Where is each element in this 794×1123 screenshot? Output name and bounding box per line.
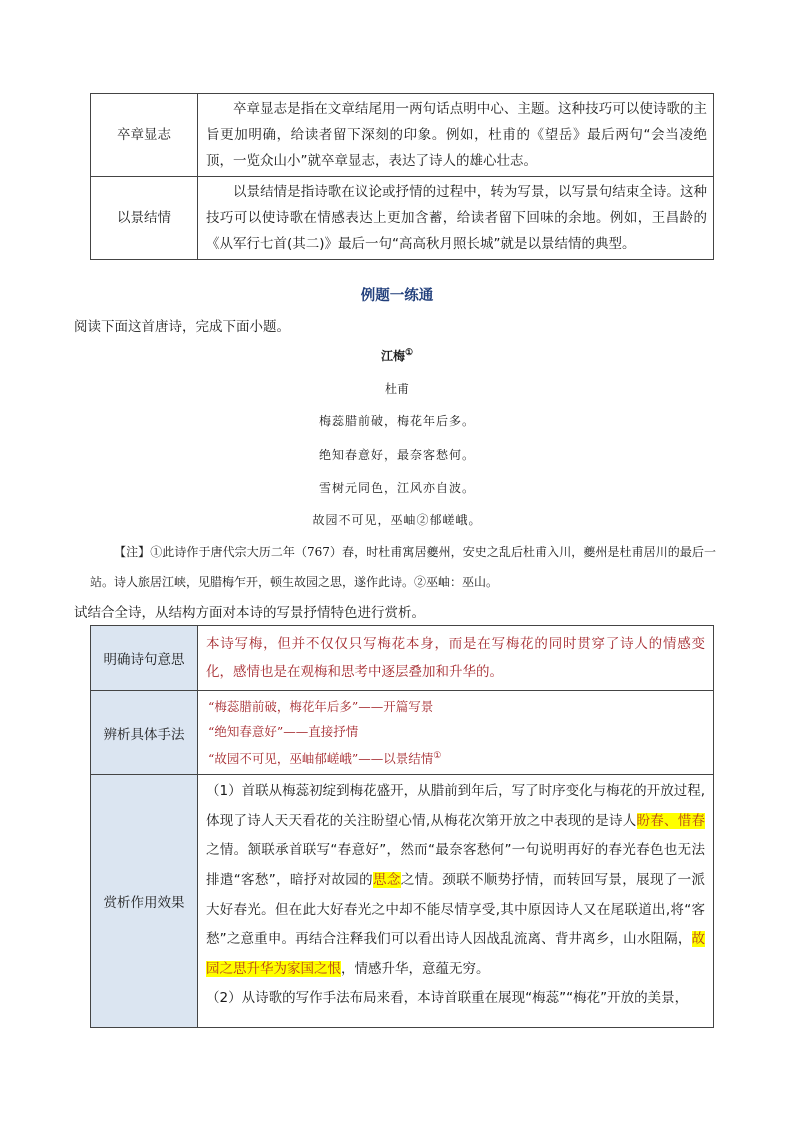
technique-item: “绝知春意好”——直接抒情 <box>208 724 359 739</box>
question-text: 试结合全诗，从结构方面对本诗的写景抒情特色进行赏析。 <box>74 605 425 621</box>
table-row <box>91 177 714 260</box>
table-row <box>91 626 714 691</box>
analysis-table <box>90 625 714 1028</box>
section-title: 例题一练通 <box>360 288 434 304</box>
poem-author: 杜甫 <box>384 382 409 396</box>
poem-title-text: 江梅 <box>380 349 405 363</box>
row-label: 以景结情 <box>91 177 198 260</box>
analysis-text: 之情。颔联承首联写“春意好”，然而“最奈客愁何”一句说明再好的春光春色也无法排遣“客愁”，暗抒对故园的 <box>206 842 705 888</box>
table-row <box>91 775 714 1028</box>
row-label: 卒章显志 <box>91 94 198 177</box>
technique-text: “故园不可见，巫岫郁嵯峨”——以景结情 <box>208 751 434 767</box>
analysis-text: 之情。颈联不顺势抒情，而转回写景，展现了一派大好春光。但在此大好春光之中却不能尽情享受,其中原因诗人又在尾联道出,将“客愁”之意重申。再结合注释我们可以看出诗人因战乱流离、背井离乡，山水阻隔， <box>206 871 706 948</box>
technique-list <box>198 691 714 775</box>
analysis-paragraph-2: （2）从诗歌的写作手法布局来看，本诗首联重在展现“梅蕊”“梅花”开放的美景， <box>206 990 689 1007</box>
poem-line: 梅蕊腊前破，梅花年后多。 <box>318 414 475 428</box>
effect-analysis <box>198 775 714 1028</box>
poem-line: 绝知春意好，最奈客愁何。 <box>318 448 475 462</box>
analysis-paragraph-1 <box>206 777 705 984</box>
table-row <box>91 691 714 775</box>
technique-item: “梅蕊腊前破，梅花年后多”——开篇写景 <box>208 699 434 714</box>
row-text: 卒章显志是指在文章结尾用一两句话点明中心、主题。这种技巧可以使诗歌的主旨更加明确，给读者留下深刻的印象。例如，杜甫的《望岳》最后两句“会当凌绝顶，一览众山小”就卒章显志，表达了诗人的雄心壮志。 <box>198 94 714 177</box>
poem-title <box>0 347 794 364</box>
meaning-text: 本诗写梅，但并不仅仅只写梅花本身，而是在写梅花的同时贯穿了诗人的情感变化，感情也是在观梅和思考中逐层叠加和升华的。 <box>198 626 714 691</box>
row-label: 辨析具体手法 <box>91 691 198 775</box>
highlight: 故园之思升华为家国之恨 <box>206 931 705 977</box>
poem-line: 故园不可见，巫岫②郁嵯峨。 <box>312 513 482 527</box>
instruction-text: 阅读下面这首唐诗，完成下面小题。 <box>74 319 290 335</box>
analysis-text: （1）首联从梅蕊初绽到梅花盛开，从腊前到年后，写了时序变化与梅花的开放过程,体现了诗人天天看花的关注盼望心情,从梅花次第开放之中表现的是诗人 <box>206 783 705 829</box>
poem-line: 雪树元同色，江风亦自波。 <box>318 481 475 495</box>
table-row <box>91 94 714 177</box>
footnote-mark: ① <box>404 348 414 358</box>
analysis-text: ，情感升华，意蕴无穷。 <box>341 960 490 977</box>
techniques-table <box>90 93 714 260</box>
row-label: 明确诗句意思 <box>91 626 198 691</box>
row-label: 赏析作用效果 <box>91 775 198 1028</box>
footnote-mark: ① <box>433 751 442 761</box>
highlight: 思念 <box>373 871 401 888</box>
technique-item <box>208 744 703 771</box>
row-text: 以景结情是指诗歌在议论或抒情的过程中，转为写景，以写景句结束全诗。这种技巧可以使诗歌在情感表达上更加含蓄，给读者留下回味的余地。例如，王昌龄的《从军行七首(其二)》最后一句“高高秋月照长城”就是以景结情的典型。 <box>198 177 714 260</box>
highlight: 盼春、惜春 <box>636 812 705 829</box>
poem-note: 【注】①此诗作于唐代宗大历二年（767）春，时杜甫寓居夔州，安史之乱后杜甫入川，夔州是杜甫居川的最后一站。诗人旅居江峡，见腊梅乍开，顿生故园之思，遂作此诗。②巫岫：巫山。 <box>90 545 716 589</box>
